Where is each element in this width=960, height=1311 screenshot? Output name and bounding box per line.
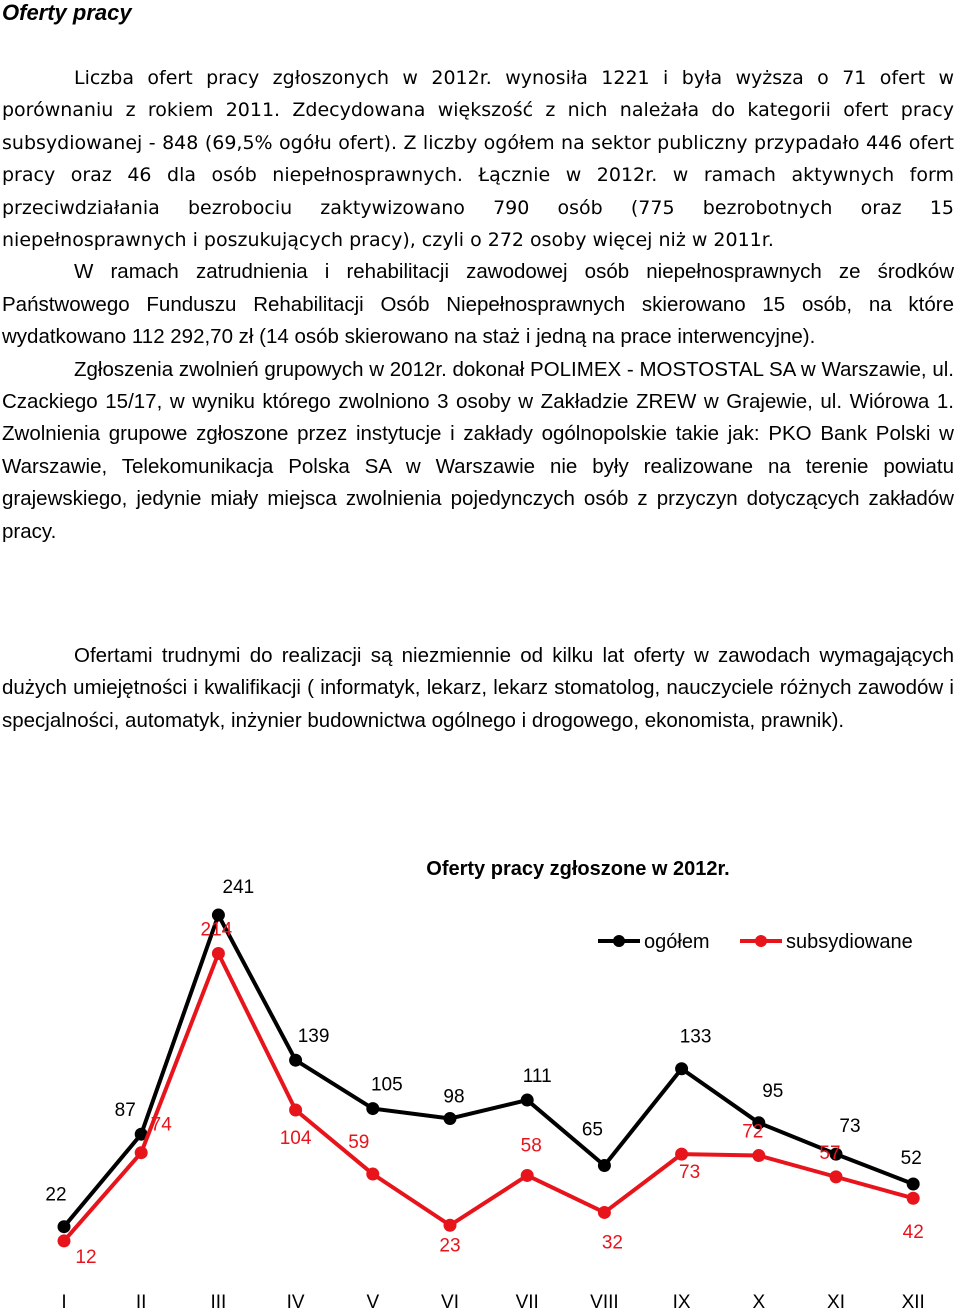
data-point [907,1192,920,1205]
paragraph-difficult-offers: Ofertami trudnymi do realizacji są niezmiennie od kilku lat oferty w zawodach wymagających dużych umiejętności i kwalifikacji ( informatyk, lekarz, lekarz stomatolog, nauczyciele różnych zawodów i specjalności, automatyk, inżynier budownictwa ogólnego i drogowego, ekonomista, prawnik). [2,644,954,732]
x-tick-label: XI [827,1292,845,1311]
data-point [907,1178,920,1191]
data-label: 42 [902,1222,924,1244]
data-point [366,1102,379,1115]
section-title: Oferty pracy [2,0,132,25]
x-tick-label: IV [286,1292,305,1311]
body-text-top [2,62,954,548]
data-label: 32 [601,1232,623,1254]
data-label: 59 [348,1132,370,1154]
x-tick-label: VII [515,1292,539,1311]
x-tick-label: I [61,1292,67,1311]
data-label: 104 [279,1128,312,1149]
data-point [289,1054,302,1067]
series-line-0 [64,915,913,1227]
data-point [289,1104,302,1117]
data-point [675,1062,688,1075]
data-point [830,1170,843,1183]
data-label: 65 [581,1119,603,1141]
legend-label-1: subsydiowane [786,931,913,953]
data-point [752,1149,765,1162]
chart-title: Oferty pracy zgłoszone w 2012r. [426,858,730,880]
x-tick-label: VIII [590,1292,619,1311]
data-point [366,1168,379,1181]
paragraph-group-layoffs: Zgłoszenia zwolnień grupowych w 2012r. dokonał POLIMEX - MOSTOSTAL SA w Warszawie, ul. Czackiego 15/17, w wyniku którego zwolniono 3 osoby w Zakładzie ZREW w Grajewie, ul. Wiórowa 1. Zwolnienia grupowe zgłoszone przez instytucje i zakłady ogólnopolskie takie jak: PKO Bank Polski w Warszawie, Telekomunikacja Polska SA w Warszawie nie były realizowane na terenie powiatu grajewskiego, jedynie miały miejsca zwolnienia pojedynczych osób z przyczyn dotyczących zakładów pracy. [2,357,954,543]
data-point [444,1219,457,1232]
data-label: 87 [114,1100,136,1122]
data-point [135,1146,148,1159]
data-label: 111 [522,1066,552,1088]
data-label: 133 [679,1026,712,1048]
x-tick-label: V [366,1292,380,1311]
data-point [212,947,225,960]
body-text-bottom [2,640,954,737]
x-tick-label: XII [901,1292,925,1311]
data-label: 72 [742,1121,764,1143]
line-chart [0,840,960,1311]
data-label: 58 [520,1135,542,1157]
data-point [521,1094,534,1107]
data-label: 73 [679,1162,701,1184]
data-label: 22 [45,1184,67,1206]
x-tick-label: VI [441,1292,459,1311]
data-label: 95 [762,1080,784,1102]
x-tick-label: X [752,1292,766,1311]
x-tick-label: II [135,1292,147,1311]
data-point [58,1234,71,1247]
data-point [521,1169,534,1182]
legend-marker-1 [755,935,767,947]
data-label: 73 [839,1116,861,1138]
data-label: 105 [370,1074,403,1096]
legend-marker-0 [613,935,625,947]
data-label: 214 [200,919,233,941]
data-label: 23 [439,1235,461,1257]
data-label: 12 [75,1246,97,1268]
data-label: 52 [900,1148,922,1169]
data-label: 241 [222,877,255,899]
data-point [598,1159,611,1172]
data-point [444,1112,457,1125]
data-label: 98 [443,1086,465,1108]
x-tick-label: IX [672,1292,691,1311]
legend-label-0: ogółem [644,931,710,953]
data-label: 74 [150,1114,172,1136]
data-point [675,1148,688,1161]
data-point [598,1206,611,1219]
data-label: 57 [819,1142,841,1164]
paragraph-offers-summary: Liczba ofert pracy zgłoszonych w 2012r. wynosiła 1221 i była wyższa o 71 ofert w porównaniu z rokiem 2011. Zdecydowana większość z nich należała do kategorii ofert pracy subsydiowanej - 848 (69,5% ogółu ofert). Z liczby ogółem na sektor publiczny przypadało 446 ofert pracy oraz 46 dla osób niepełnosprawnych. Łącznie w 2012r. w ramach aktywnych form przeciwdziałania bezrobociu zaktywizowano 790 osób (775 bezrobotnych oraz 15 niepełnosprawnych i poszukujących pracy), czyli o 272 osoby więcej niż w 2011r. [2,67,954,252]
paragraph-pfron: W ramach zatrudnienia i rehabilitacji zawodowej osób niepełnosprawnych ze środków Państwowego Funduszu Rehabilitacji Osób Niepełnosprawnych skierowano 15 osób, na które wydatkowano 112 292,70 zł (14 osób skierowano na staż i jedną na prace interwencyjne). [2,260,954,349]
x-tick-label: III [210,1292,227,1311]
data-point [58,1220,71,1233]
data-label: 139 [297,1026,330,1048]
